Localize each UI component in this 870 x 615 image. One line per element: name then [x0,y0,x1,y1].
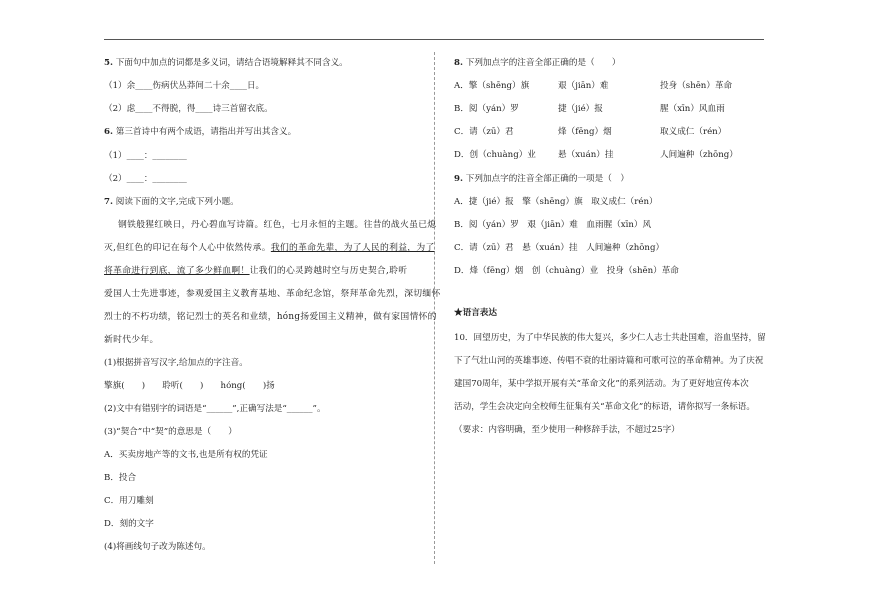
passage-line-1: 钢铁般猩红映日，丹心碧血写诗篇。红色，七月永恒的主题。往昔的战火虽已熄 [118,220,437,230]
subquestion-4: (4)将画线句子改为陈述句。 [104,542,211,552]
subquestion-1-blanks: 擎旗( ) 聆听( ) hóng( )扬 [104,381,275,391]
subquestion-3: (3)“契合”中“契”的意思是（ ） [104,427,237,437]
passage-line-3 [104,265,407,277]
underlined-sentence: 将革命进行到底，流了多少鲜血啊！ [104,266,250,276]
option-c: C．用刀雕刻 [104,496,154,506]
q8-b-part: B．阅（yán）罗 [454,104,519,114]
passage-text: 让我们的心灵跨越时空与历史契合,聆听 [249,266,408,276]
q8-a-part: 投身（shēn）革命 [660,81,733,91]
question-text: 下列加点字的注音全部正确的是（ ） [465,58,621,68]
q10-line-4: 活动，学生会决定向全校师生征集有关“革命文化”的标语，请你拟写一条标语。 [454,402,755,412]
q8-d-part: 人间遍种（zhōng） [660,150,738,160]
question-5 [104,57,348,69]
q8-d-part: D．创（chuàng）业 [454,150,536,160]
q8-b-part: 腥（xīn）风血雨 [660,104,725,114]
question-number: 7. [104,197,113,207]
question-text: 第三首诗中有两个成语，请指出并写出其含义。 [115,127,297,137]
q8-c-part: 取义成仁（rén） [660,127,727,137]
q9-option-a: A．捷（jié）报 擎（shēng）旗 取义成仁（rén） [454,197,658,207]
q10-line-2: 下了气壮山河的英雄事迹、传唱不衰的壮丽诗篇和可歌可泣的革命精神。为了庆祝 [454,356,764,366]
q10-line-5: （要求：内容明确，至少使用一种修辞手法，不超过25字） [454,425,680,435]
section-heading: ★语言表达 [454,308,497,318]
question-number: 5. [104,58,113,68]
q6-item-2: （2）____：________ [104,174,187,184]
q8-b-part: 捷（jié）报 [558,104,603,114]
q8-c-part: 烽（fēng）烟 [558,127,612,137]
q5-item-2: （2）虑____不得脱，得____诗三首留衣底。 [104,104,273,114]
q9-option-b: B．阅（yán）罗 艰（jiān）难 血雨腥（xīn）风 [454,220,652,230]
passage-line-4: 爱国人士先进事迹，参观爱国主义教育基地、革命纪念馆，祭拜革命先烈，深切缅怀 [104,289,441,299]
question-9 [454,173,629,185]
q5-item-1: （1）余____伤病伏丛莽间二十余____日。 [104,81,265,91]
q9-option-d: D．烽（fēng）烟 创（chuàng）业 投身（shēn）革命 [454,266,679,276]
passage-line-2 [104,242,435,254]
q6-item-1: （1）____：________ [104,151,187,161]
passage-line-6: 新时代少年。 [104,335,159,345]
question-7 [104,196,239,208]
question-number: 9. [454,174,463,184]
q8-a-part: 艰（jiān）难 [558,81,609,91]
q10-line-3: 建国70周年，某中学拟开展有关“革命文化”的系列活动。为了更好地宣传本次 [454,379,749,389]
option-d: D．刻的文字 [104,519,154,529]
q9-option-c: C．请（zū）君 悬（xuán）挂 人间遍种（zhōng） [454,243,665,253]
q8-d-part: 悬（xuán）挂 [558,150,614,160]
question-number: 6. [104,127,113,137]
question-number: 8. [454,58,463,68]
question-text: 阅读下面的文字,完成下列小题。 [115,197,239,207]
passage-line-5: 烈士的不朽功绩，铭记烈士的英名和业绩，hóng扬爱国主义精神，做有家国情怀的 [104,312,437,322]
q10-line-1: 10．回望历史，为了中华民族的伟大复兴，多少仁人志士共赴国难，浴血坚持，留 [454,333,766,343]
question-8 [454,57,620,69]
option-b: B．投合 [104,473,137,483]
option-a: A．买卖房地产等的文书,也是所有权的凭证 [104,450,268,460]
question-text: 下面句中加点的词都是多义词，请结合语境解释其不同含义。 [115,58,348,68]
underlined-sentence: 我们的革命先辈，为了人民的利益，为了 [270,243,435,253]
passage-text: 灭,但红色的印记在每个人心中依然传承。 [104,243,271,253]
subquestion-2: (2)文中有错别字的词语是“______”,正确写法是“______”。 [104,404,326,414]
header-rule [104,39,764,40]
q8-c-part: C．请（zū）君 [454,127,514,137]
question-text: 下列加点字的注音全部正确的一项是（ ） [465,174,630,184]
column-divider [434,52,435,564]
q8-a-part: A．擎（shēng）旗 [454,81,530,91]
subquestion-1: (1)根据拼音写汉字,给加点的字注音。 [104,358,248,368]
question-6 [104,126,296,138]
